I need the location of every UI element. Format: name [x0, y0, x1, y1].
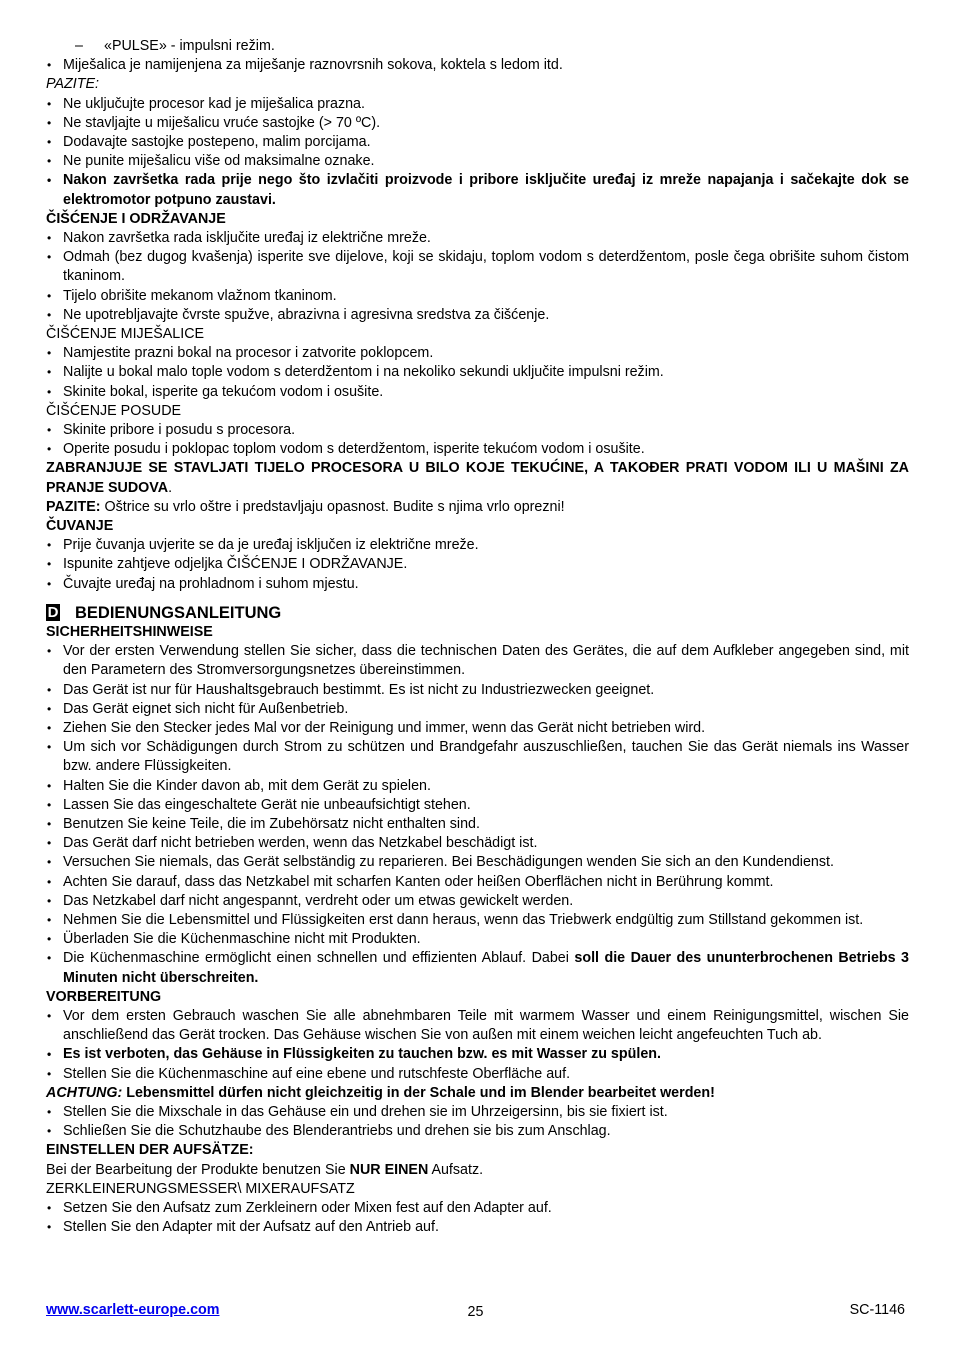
caution-text: Oštrice su vrlo oštre i predstavljaju opasnost. Budite s njima vrlo oprezni! [100, 498, 565, 515]
attachment-note-pre: Bei der Bearbeitung der Produkte benutzen Sie [46, 1161, 350, 1178]
section-heading-safety: SICHERHEITSHINWEISE [46, 623, 213, 640]
prohibition-text: ZABRANJUJE SE STAVLJATI TIJELO PROCESORA U BILO KOJE TEKUĆINE, A TAKOĐER PRATI VODOM ILI U MAŠINI ZA PRANJE SUDOVA [46, 460, 909, 496]
bullet-item: • Ispunite zahtjeve odjeljka ČIŠĆENJE I ODRŽAVANJE. [46, 555, 909, 574]
caution-notice [46, 498, 909, 517]
section-title: BEDIENUNGSANLEITUNG [75, 603, 282, 622]
cleaning-list [46, 229, 909, 325]
safety-list [46, 642, 909, 988]
bullet-item-bold: • Es ist verboten, das Gehäuse in Flüssigkeiten zu tauchen bzw. es mit Wasser zu spülen. [46, 1045, 909, 1064]
efficiency-bold-text: soll die Dauer des ununterbrochenen Betriebs 3 Minuten nicht überschreiten. [63, 950, 910, 986]
bullet-item: • Versuchen Sie niemals, das Gerät selbständig zu reparieren. Bei Beschädigungen wenden Sie sich an den Kundendienst. [46, 853, 909, 872]
bullet-item: • Ne punite miješalicu više od maksimalne oznake. [46, 152, 909, 171]
bullet-item: • Ne upotrebljavajte čvrste spužve, abrazivna i agresivna sredstva za čišćenje. [46, 306, 909, 325]
pulse-list [46, 37, 909, 56]
bullet-item: • Skinite pribore i posudu s procesora. [46, 421, 909, 440]
bullet-item: • Das Netzkabel darf nicht angespannt, verdreht oder um etwas gewickelt werden. [46, 892, 909, 911]
bullet-item: • Skinite bokal, isperite ga tekućom vodom i osušite. [46, 383, 909, 402]
subheading-bowl-cleaning: ČIŠĆENJE POSUDE [46, 402, 182, 419]
bullet-item: • Überladen Sie die Küchenmaschine nicht mit Produkten. [46, 930, 909, 949]
subheading-blender-cleaning: ČIŠĆENJE MIJEŠALICE [46, 326, 205, 343]
bullet-item: • Das Gerät ist nur für Haushaltsgebrauch bestimmt. Es ist nicht zu Industriezwecken geeignet. [46, 681, 909, 700]
dash-list-item: – «PULSE» - impulsni režim. [46, 37, 909, 56]
achtung-notice [46, 1084, 909, 1103]
bullet-item: • Vor dem ersten Gebrauch waschen Sie alle abnehmbaren Teile mit warmem Wasser und einem Reinigungsmittel, wischen Sie anschließend das Gerät trocken. Das Gehäuse wischen Sie von außen mit einem weichen leicht angefeuchten Tuch ab. [46, 1007, 909, 1045]
blade-list [46, 1199, 909, 1237]
bullet-item: • Das Gerät darf nicht betrieben werden, wenn das Netzkabel beschädigt ist. [46, 834, 909, 853]
bullet-item: • Setzen Sie den Aufsatz zum Zerkleinern oder Mixen fest auf den Adapter auf. [46, 1199, 909, 1218]
warning-label: PAZITE: [46, 76, 99, 93]
bullet-item: • Stellen Sie den Adapter mit der Aufsatz auf den Antrieb auf. [46, 1218, 909, 1237]
subheading-blade: ZERKLEINERUNGSMESSER\ MIXERAUFSATZ [46, 1180, 355, 1197]
language-section-header [46, 603, 909, 623]
bullet-item: • Ne uključujte procesor kad je miješalica prazna. [46, 95, 909, 114]
language-badge: D [47, 604, 59, 622]
section-heading-cleaning: ČIŠĆENJE I ODRŽAVANJE [46, 210, 226, 227]
achtung-label: ACHTUNG: [46, 1084, 123, 1101]
bullet-item: • Prije čuvanja uvjerite se da je uređaj isključen iz električne mreže. [46, 536, 909, 555]
model-number: SC-1146 [849, 1302, 905, 1318]
attachment-note-post: Aufsatz. [428, 1161, 484, 1178]
attachment-note-bold: NUR EINEN [349, 1161, 429, 1178]
website-link[interactable]: www.scarlett-europe.com [46, 1302, 220, 1318]
bullet-item: • Ne stavljajte u miješalicu vruće sastojke (> 70 ºC). [46, 114, 909, 133]
bullet-item: • Nakon završetka rada isključite uređaj iz električne mreže. [46, 229, 909, 248]
caution-label: PAZITE: [46, 498, 101, 515]
bullet-item: • Odmah (bez dugog kvašenja) isperite sve dijelove, koji se skidaju, toplom vodom s deterdžentom, posle čega obrišite suhom čistom tkaninom. [46, 248, 909, 286]
section-heading-attachments: EINSTELLEN DER AUFSÄTZE: [46, 1142, 254, 1159]
bullet-item: • Achten Sie darauf, dass das Netzkabel mit scharfen Kanten oder heißen Oberflächen nicht in Berührung kommt. [46, 873, 909, 892]
section-heading-storage: ČUVANJE [46, 518, 114, 535]
bullet-item: • Halten Sie die Kinder davon ab, mit dem Gerät zu spielen. [46, 777, 909, 796]
section-heading-preparation: VORBEREITUNG [46, 988, 162, 1005]
bullet-item: • Stellen Sie die Küchenmaschine auf eine ebene und rutschfeste Oberfläche auf. [46, 1065, 909, 1084]
attachment-note [46, 1161, 909, 1180]
bullet-item: • Stellen Sie die Mixschale in das Gehäuse ein und drehen sie im Uhrzeigersinn, bis sie fixiert ist. [46, 1103, 909, 1122]
bullet-item: • Nalijte u bokal malo tople vodom s deterdžentom i na nekoliko sekundi uključite impulsni režim. [46, 363, 909, 382]
prohibition-end: . [168, 479, 173, 496]
bowl-cleaning-list [46, 421, 909, 459]
bullet-item: • Benutzen Sie keine Teile, die im Zubehörsatz nicht enthalten sind. [46, 815, 909, 834]
page-footer [46, 1302, 905, 1322]
bullet-item: • Vor der ersten Verwendung stellen Sie sicher, dass die technischen Daten des Gerätes, die auf dem Aufkleber angegeben sind, mit den Parametern des Stromversorgungsnetzes übereinstimmen. [46, 642, 909, 680]
bullet-item-efficiency [46, 949, 909, 987]
document-page [46, 37, 909, 1237]
warning-list [46, 95, 909, 210]
preparation-list [46, 1007, 909, 1084]
mixer-use-list [46, 56, 909, 75]
bullet-item: • Um sich vor Schädigungen durch Strom zu schützen und Brandgefahr auszuschließen, tauchen Sie das Gerät niemals ins Wasser bzw. andere Flüssigkeiten. [46, 738, 909, 776]
bullet-item: • Nehmen Sie die Lebensmittel und Flüssigkeiten erst dann heraus, wenn das Triebwerk endgültig zum Stillstand gekommen ist. [46, 911, 909, 930]
blender-cleaning-list [46, 344, 909, 402]
bullet-item: • Tijelo obrišite mekanom vlažnom tkaninom. [46, 287, 909, 306]
bullet-item-bold: • Nakon završetka rada prije nego što izvlačiti proizvode i pribore isključite uređaj iz mreže napajanja i sačekajte dok se elektromotor potpuno zaustavi. [46, 171, 909, 209]
bullet-item: • Ziehen Sie den Stecker jedes Mal vor der Reinigung und immer, wenn das Gerät nicht betrieben wird. [46, 719, 909, 738]
page-number: 25 [467, 1304, 484, 1320]
bullet-item: • Das Gerät eignet sich nicht für Außenbetrieb. [46, 700, 909, 719]
bullet-item: • Miješalica je namijenjena za miješanje raznovrsnih sokova, koktela s ledom itd. [46, 56, 909, 75]
bullet-item: • Schließen Sie die Schutzhaube des Blenderantriebs und drehen sie bis zum Anschlag. [46, 1122, 909, 1141]
storage-list [46, 536, 909, 594]
achtung-text: Lebensmittel dürfen nicht gleichzeitig in der Schale und im Blender bearbeitet werden! [122, 1084, 715, 1101]
prohibition-notice [46, 459, 909, 497]
bullet-item: • Dodavajte sastojke postepeno, malim porcijama. [46, 133, 909, 152]
bowl-setup-list [46, 1103, 909, 1141]
bullet-item: • Namjestite prazni bokal na procesor i zatvorite poklopcem. [46, 344, 909, 363]
bullet-item: • Operite posudu i poklopac toplom vodom s deterdžentom, isperite tekućom vodom i osušite. [46, 440, 909, 459]
bullet-item: • Čuvajte uređaj na prohladnom i suhom mjestu. [46, 575, 909, 594]
efficiency-text: Die Küchenmaschine ermöglicht einen schnellen und effizienten Ablauf. Dabei [63, 950, 575, 967]
bullet-item: • Lassen Sie das eingeschaltete Gerät nie unbeaufsichtigt stehen. [46, 796, 909, 815]
